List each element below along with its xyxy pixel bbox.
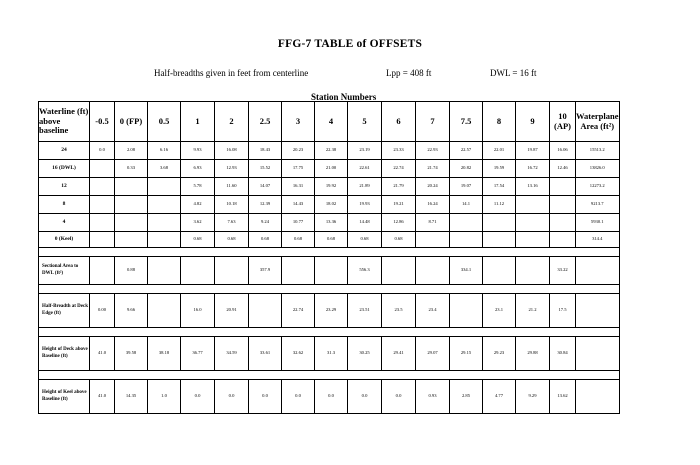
waterline-row xyxy=(39,142,620,160)
station-numbers-label: Station Numbers xyxy=(311,92,377,102)
offset-cell: 15.52 xyxy=(249,160,282,178)
spacer-cell xyxy=(249,328,282,337)
offset-cell xyxy=(115,214,148,232)
value-cell: 0.0 xyxy=(282,380,315,414)
spacer-cell xyxy=(576,248,620,257)
offset-cell: 14.48 xyxy=(348,214,382,232)
spacer-row xyxy=(39,371,620,380)
spacer-cell xyxy=(115,285,148,294)
offset-cell: 13.36 xyxy=(315,214,348,232)
offset-cell xyxy=(90,214,115,232)
offset-cell: 22.61 xyxy=(348,160,382,178)
offset-cell: 18.02 xyxy=(315,196,348,214)
station-header: 10 (AP) xyxy=(550,102,576,142)
waterline-label: 4 xyxy=(39,214,90,232)
empty-area-cell xyxy=(576,380,620,414)
value-cell xyxy=(315,257,348,285)
offset-cell: 20.24 xyxy=(416,178,450,196)
offset-cell: 10.77 xyxy=(282,214,315,232)
spacer-cell xyxy=(483,285,516,294)
station-header: 7.5 xyxy=(450,102,483,142)
value-cell: 2.85 xyxy=(450,380,483,414)
offset-cell xyxy=(90,160,115,178)
spacer-cell xyxy=(516,248,550,257)
offset-cell: 20.82 xyxy=(450,160,483,178)
value-cell: 22.74 xyxy=(282,294,315,328)
value-cell: 29.15 xyxy=(450,337,483,371)
offset-cell xyxy=(550,214,576,232)
value-cell xyxy=(148,294,181,328)
waterline-label: 16 (DWL) xyxy=(39,160,90,178)
offset-cell: 22.38 xyxy=(315,142,348,160)
offset-cell: 23.33 xyxy=(382,142,416,160)
spacer-cell xyxy=(249,371,282,380)
value-cell: 29.41 xyxy=(382,337,416,371)
half-breadth-deck-row xyxy=(39,294,620,328)
offset-cell: 19.87 xyxy=(516,142,550,160)
value-cell: 556.3 xyxy=(348,257,382,285)
spacer-cell xyxy=(249,248,282,257)
offset-cell xyxy=(148,196,181,214)
height-keel-row xyxy=(39,380,620,414)
spacer-cell xyxy=(115,248,148,257)
offset-cell xyxy=(483,214,516,232)
station-header: 2.5 xyxy=(249,102,282,142)
offset-cell: 7.63 xyxy=(215,214,249,232)
offset-cell: 22.01 xyxy=(483,142,516,160)
offset-cell: 11.12 xyxy=(483,196,516,214)
offset-cell: 6.16 xyxy=(148,142,181,160)
offset-cell: 14.43 xyxy=(282,196,315,214)
offset-cell xyxy=(148,232,181,248)
offset-cell: 3.68 xyxy=(148,160,181,178)
value-cell xyxy=(483,257,516,285)
spacer-cell xyxy=(516,285,550,294)
value-cell: 14.35 xyxy=(115,380,148,414)
area-header: Waterplane Area (ft²) xyxy=(576,102,620,142)
value-cell: 23.51 xyxy=(348,294,382,328)
offset-cell: 19.93 xyxy=(348,196,382,214)
station-header: 4 xyxy=(315,102,348,142)
spacer-cell xyxy=(348,371,382,380)
spacer-cell xyxy=(315,285,348,294)
spacer-cell xyxy=(550,371,576,380)
waterline-row xyxy=(39,232,620,248)
spacer-cell xyxy=(215,328,249,337)
value-cell: 29.07 xyxy=(416,337,450,371)
spacer-cell xyxy=(148,285,181,294)
spacer-cell xyxy=(115,371,148,380)
station-header: 8 xyxy=(483,102,516,142)
offset-cell: 16.06 xyxy=(550,142,576,160)
offset-cell: 11.60 xyxy=(215,178,249,196)
offset-cell: 20.23 xyxy=(282,142,315,160)
station-header: 0 (FP) xyxy=(115,102,148,142)
header-row xyxy=(39,102,620,142)
value-cell xyxy=(181,257,215,285)
value-cell: 23.29 xyxy=(315,294,348,328)
offset-cell: 0.68 xyxy=(382,232,416,248)
offset-cell: 0.68 xyxy=(348,232,382,248)
spacer-cell xyxy=(282,248,315,257)
offset-cell: 16.72 xyxy=(516,160,550,178)
offset-cell: 16.08 xyxy=(215,142,249,160)
offset-cell: 9.93 xyxy=(181,142,215,160)
spacer-cell xyxy=(215,285,249,294)
value-cell: 23.4 xyxy=(416,294,450,328)
offset-cell: 19.21 xyxy=(382,196,416,214)
value-cell: 0.93 xyxy=(416,380,450,414)
waterline-row xyxy=(39,160,620,178)
value-cell: 0.00 xyxy=(90,294,115,328)
offset-cell: 13.16 xyxy=(516,178,550,196)
value-cell xyxy=(215,257,249,285)
value-cell: 33.61 xyxy=(249,337,282,371)
offset-cell: 14.07 xyxy=(249,178,282,196)
value-cell: 0.88 xyxy=(115,257,148,285)
waterline-label: 24 xyxy=(39,142,90,160)
offset-cell xyxy=(516,214,550,232)
spacer-cell xyxy=(416,285,450,294)
value-cell: 20.91 xyxy=(215,294,249,328)
half-breadth-deck-row-label: Half-Breadth at Deck Edge (ft) xyxy=(39,294,90,328)
value-cell: 34.59 xyxy=(215,337,249,371)
value-cell: 334.1 xyxy=(450,257,483,285)
offset-cell xyxy=(450,232,483,248)
spacer-cell xyxy=(550,328,576,337)
area-cell: 15513.2 xyxy=(576,142,620,160)
station-header: 5 xyxy=(348,102,382,142)
offset-cell xyxy=(550,232,576,248)
offset-cell: 16.31 xyxy=(282,178,315,196)
spacer-cell xyxy=(450,371,483,380)
offset-cell: 22.93 xyxy=(416,142,450,160)
spacer-cell xyxy=(282,285,315,294)
value-cell: 21.2 xyxy=(516,294,550,328)
spacer-cell xyxy=(90,371,115,380)
spacer-cell xyxy=(550,285,576,294)
value-cell: 32.62 xyxy=(282,337,315,371)
offset-cell xyxy=(90,232,115,248)
offset-cell: 9.24 xyxy=(249,214,282,232)
offset-cell xyxy=(550,196,576,214)
offset-cell: 0.68 xyxy=(181,232,215,248)
station-header: 9 xyxy=(516,102,550,142)
value-cell xyxy=(516,257,550,285)
spacer-cell xyxy=(181,248,215,257)
value-cell xyxy=(90,257,115,285)
value-cell xyxy=(416,257,450,285)
value-cell xyxy=(450,294,483,328)
offset-cell: 23.19 xyxy=(348,142,382,160)
spacer-cell xyxy=(348,285,382,294)
value-cell: 0.0 xyxy=(215,380,249,414)
station-header: 0.5 xyxy=(148,102,181,142)
spacer-cell xyxy=(90,328,115,337)
halfbreadths-note: Half-breadths given in feet from centerline xyxy=(154,68,309,78)
value-cell: 36.77 xyxy=(181,337,215,371)
offsets-table xyxy=(38,101,620,414)
value-cell xyxy=(249,294,282,328)
offset-cell xyxy=(148,178,181,196)
value-cell: 1.0 xyxy=(148,380,181,414)
value-cell: 30.25 xyxy=(348,337,382,371)
waterline-row xyxy=(39,196,620,214)
spacer-cell xyxy=(382,285,416,294)
value-cell: 0.0 xyxy=(315,380,348,414)
offset-cell: 0.68 xyxy=(249,232,282,248)
waterline-label: 12 xyxy=(39,178,90,196)
spacer-cell xyxy=(483,328,516,337)
spacer-cell xyxy=(90,248,115,257)
value-cell: 0.0 xyxy=(348,380,382,414)
spacer-cell xyxy=(450,285,483,294)
height-keel-row-label: Height of Keel above Baseline (ft) xyxy=(39,380,90,414)
dwl-note: DWL = 16 ft xyxy=(490,68,537,78)
value-cell: 0.0 xyxy=(181,380,215,414)
value-cell: 41.0 xyxy=(90,380,115,414)
height-deck-row xyxy=(39,337,620,371)
spacer-cell xyxy=(181,328,215,337)
spacer-cell xyxy=(576,285,620,294)
spacer-row xyxy=(39,285,620,294)
offset-cell xyxy=(115,196,148,214)
spacer-cell xyxy=(181,285,215,294)
spacer-cell xyxy=(90,285,115,294)
spacer-cell xyxy=(416,328,450,337)
spacer-cell xyxy=(382,328,416,337)
station-header: 3 xyxy=(282,102,315,142)
offset-cell: 16.24 xyxy=(416,196,450,214)
value-cell: 33.22 xyxy=(550,257,576,285)
value-cell: 23.5 xyxy=(382,294,416,328)
spacer-cell xyxy=(282,328,315,337)
offset-cell: 6.93 xyxy=(181,160,215,178)
offset-cell: 18.43 xyxy=(249,142,282,160)
spacer-cell xyxy=(39,371,90,380)
spacer-cell xyxy=(181,371,215,380)
station-header: 6 xyxy=(382,102,416,142)
value-cell: 41.0 xyxy=(90,337,115,371)
offset-cell: 21.74 xyxy=(416,160,450,178)
offset-cell xyxy=(90,196,115,214)
waterline-label: 8 xyxy=(39,196,90,214)
waterline-row xyxy=(39,178,620,196)
offset-cell: 12.39 xyxy=(249,196,282,214)
spacer-cell xyxy=(315,328,348,337)
offset-cell: 17.54 xyxy=(483,178,516,196)
offset-cell: 19.92 xyxy=(315,178,348,196)
value-cell: 13.62 xyxy=(550,380,576,414)
spacer-row xyxy=(39,328,620,337)
station-header: 2 xyxy=(215,102,249,142)
area-cell: 314.4 xyxy=(576,232,620,248)
value-cell: 29.23 xyxy=(483,337,516,371)
spacer-cell xyxy=(315,248,348,257)
sectional-area-row xyxy=(39,257,620,285)
spacer-cell xyxy=(483,371,516,380)
value-cell: 30.84 xyxy=(550,337,576,371)
offset-cell: 21.79 xyxy=(382,178,416,196)
offset-cell: 12.93 xyxy=(215,160,249,178)
offset-cell xyxy=(450,214,483,232)
offset-cell xyxy=(416,232,450,248)
offset-cell: 14.1 xyxy=(450,196,483,214)
spacer-cell xyxy=(416,371,450,380)
value-cell: 357.9 xyxy=(249,257,282,285)
area-cell: 9213.7 xyxy=(576,196,620,214)
spacer-cell xyxy=(215,248,249,257)
value-cell: 4.77 xyxy=(483,380,516,414)
spacer-cell xyxy=(39,285,90,294)
height-deck-row-label: Height of Deck above Baseline (ft) xyxy=(39,337,90,371)
offset-cell: 4.82 xyxy=(181,196,215,214)
value-cell: 39.58 xyxy=(115,337,148,371)
value-cell: 9.29 xyxy=(516,380,550,414)
offset-cell: 3.62 xyxy=(181,214,215,232)
value-cell: 31.3 xyxy=(315,337,348,371)
empty-area-cell xyxy=(576,294,620,328)
spacer-cell xyxy=(516,328,550,337)
offset-cell: 8.71 xyxy=(416,214,450,232)
spacer-cell xyxy=(450,248,483,257)
spacer-cell xyxy=(39,328,90,337)
value-cell: 17.5 xyxy=(550,294,576,328)
offset-cell xyxy=(115,178,148,196)
offset-cell: 22.57 xyxy=(450,142,483,160)
offset-cell: 0.68 xyxy=(282,232,315,248)
spacer-cell xyxy=(282,371,315,380)
value-cell: 23.1 xyxy=(483,294,516,328)
area-cell: 12273.2 xyxy=(576,178,620,196)
table-title: FFG-7 TABLE of OFFSETS xyxy=(277,38,423,50)
offset-cell: 22.74 xyxy=(382,160,416,178)
value-cell xyxy=(382,257,416,285)
offset-cell xyxy=(115,232,148,248)
spacer-cell xyxy=(416,248,450,257)
value-cell: 29.88 xyxy=(516,337,550,371)
spacer-cell xyxy=(315,371,348,380)
spacer-cell xyxy=(450,328,483,337)
value-cell: 16.0 xyxy=(181,294,215,328)
offset-cell: 19.59 xyxy=(483,160,516,178)
value-cell: 0.0 xyxy=(249,380,282,414)
offset-cell xyxy=(90,178,115,196)
offset-cell xyxy=(148,214,181,232)
waterline-label: 0 (Keel) xyxy=(39,232,90,248)
spacer-cell xyxy=(115,328,148,337)
offset-cell xyxy=(550,178,576,196)
offset-cell xyxy=(483,232,516,248)
offset-cell: 0.33 xyxy=(115,160,148,178)
spacer-cell xyxy=(148,328,181,337)
lpp-note: Lpp = 408 ft xyxy=(386,68,432,78)
spacer-cell xyxy=(348,248,382,257)
spacer-cell xyxy=(483,248,516,257)
spacer-cell xyxy=(576,328,620,337)
offset-cell xyxy=(516,196,550,214)
waterline-row xyxy=(39,214,620,232)
spacer-cell xyxy=(249,285,282,294)
offset-cell xyxy=(516,232,550,248)
area-cell: 13826.0 xyxy=(576,160,620,178)
offset-cell: 2.08 xyxy=(115,142,148,160)
spacer-row xyxy=(39,248,620,257)
spacer-cell xyxy=(348,328,382,337)
empty-area-cell xyxy=(576,257,620,285)
station-header: 1 xyxy=(181,102,215,142)
spacer-cell xyxy=(148,371,181,380)
sectional-area-row-label: Sectional Area to DWL (ft²) xyxy=(39,257,90,285)
offset-cell: 12.86 xyxy=(382,214,416,232)
offset-cell: 12.46 xyxy=(550,160,576,178)
spacer-cell xyxy=(215,371,249,380)
spacer-cell xyxy=(382,371,416,380)
area-cell: 5930.1 xyxy=(576,214,620,232)
offset-cell: 0.0 xyxy=(90,142,115,160)
offset-cell: 0.68 xyxy=(315,232,348,248)
station-header: -0.5 xyxy=(90,102,115,142)
spacer-cell xyxy=(382,248,416,257)
station-header: 7 xyxy=(416,102,450,142)
value-cell: 0.0 xyxy=(382,380,416,414)
offset-cell: 0.68 xyxy=(215,232,249,248)
spacer-cell xyxy=(148,248,181,257)
offset-cell: 19.07 xyxy=(450,178,483,196)
spacer-cell xyxy=(516,371,550,380)
offset-cell: 21.89 xyxy=(348,178,382,196)
value-cell: 38.18 xyxy=(148,337,181,371)
value-cell xyxy=(148,257,181,285)
spacer-cell xyxy=(576,371,620,380)
spacer-cell xyxy=(550,248,576,257)
offset-cell: 21.00 xyxy=(315,160,348,178)
value-cell: 9.66 xyxy=(115,294,148,328)
offset-cell: 10.18 xyxy=(215,196,249,214)
offset-cell: 17.75 xyxy=(282,160,315,178)
waterline-header: Waterline (ft) above baseline xyxy=(39,102,90,142)
empty-area-cell xyxy=(576,337,620,371)
value-cell xyxy=(282,257,315,285)
offset-cell: 5.78 xyxy=(181,178,215,196)
spacer-cell xyxy=(39,248,90,257)
